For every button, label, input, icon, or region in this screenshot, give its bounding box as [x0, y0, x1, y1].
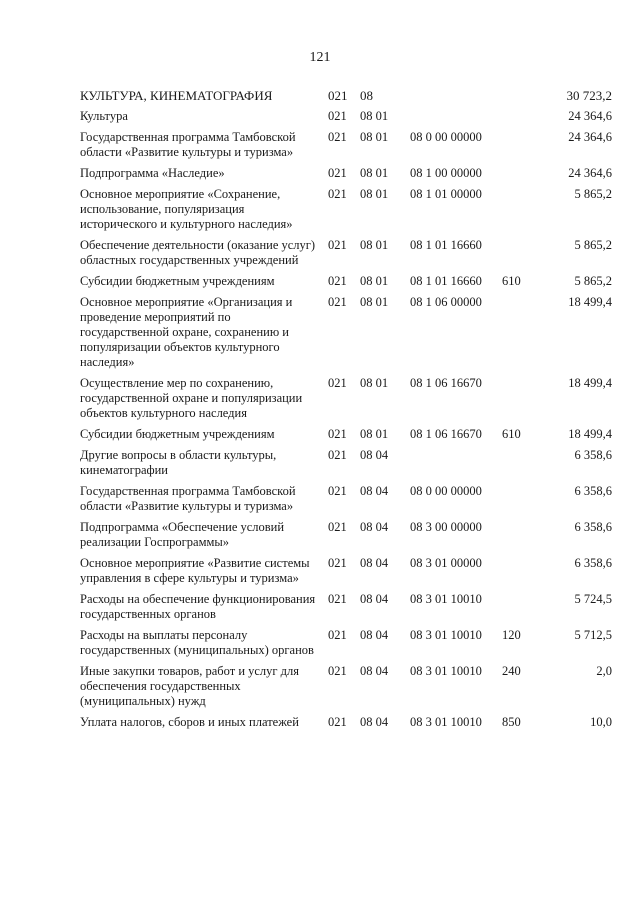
row-expense-type: [502, 187, 542, 238]
row-ministry-code: 021: [328, 556, 347, 570]
row-name: Обеспечение деятельности (оказание услуг) областных государственных учреждений: [80, 238, 316, 267]
row-section-code: 08: [360, 88, 373, 103]
row-amount: 24 364,6: [568, 130, 612, 144]
row-target-article: 08 1 01 00000: [410, 187, 482, 201]
row-amount: 6 358,6: [574, 520, 612, 534]
table-row: [80, 628, 612, 664]
row-ministry-code: 021: [328, 376, 347, 390]
row-ministry-code: 021: [328, 448, 347, 462]
row-target-article: 08 1 06 16670: [410, 427, 482, 441]
row-name: Субсидии бюджетным учреждениям: [80, 427, 275, 441]
table-row: [80, 376, 612, 427]
row-amount: 5 865,2: [574, 274, 612, 288]
row-target-article: 08 3 01 10010: [410, 592, 482, 606]
table-row: [80, 187, 612, 238]
row-target-article: 08 1 06 16670: [410, 376, 482, 390]
row-target-article: [410, 109, 502, 130]
row-amount: 6 358,6: [574, 484, 612, 498]
row-name: Основное мероприятие «Организация и проведение мероприятий по государственной охране, сохранению и популяризации объектов культурного наследия»: [80, 295, 293, 369]
row-amount: 18 499,4: [568, 295, 612, 309]
row-expense-type: 610: [502, 427, 521, 441]
row-ministry-code: 021: [328, 592, 347, 606]
row-ministry-code: 021: [328, 295, 347, 309]
row-section-code: 08 04: [360, 484, 389, 498]
row-expense-type: 850: [502, 715, 521, 729]
row-name: Уплата налогов, сборов и иных платежей: [80, 715, 299, 729]
row-name: Расходы на обеспечение функционирования государственных органов: [80, 592, 316, 621]
row-expense-type: 120: [502, 628, 521, 642]
row-expense-type: [502, 295, 542, 376]
row-ministry-code: 021: [328, 484, 347, 498]
table-row: [80, 274, 612, 295]
row-name: Другие вопросы в области культуры, кинематографии: [80, 448, 277, 477]
budget-table-body: [80, 88, 612, 736]
row-section-code: 08 01: [360, 295, 389, 309]
row-amount: 5 865,2: [574, 238, 612, 252]
row-target-article: [410, 448, 502, 484]
table-row: [80, 88, 612, 109]
table-row: [80, 715, 612, 736]
row-section-code: 08 01: [360, 187, 389, 201]
table-row: [80, 238, 612, 274]
row-section-code: 08 01: [360, 274, 389, 288]
table-row: [80, 484, 612, 520]
row-name: Субсидии бюджетным учреждениям: [80, 274, 275, 288]
table-row: [80, 130, 612, 166]
row-expense-type: [502, 556, 542, 592]
row-expense-type: 240: [502, 664, 521, 678]
row-ministry-code: 021: [328, 238, 347, 252]
row-expense-type: [502, 520, 542, 556]
row-ministry-code: 021: [328, 664, 347, 678]
row-amount: 18 499,4: [568, 427, 612, 441]
row-target-article: 08 3 01 10010: [410, 628, 482, 642]
row-section-code: 08 01: [360, 238, 389, 252]
table-row: [80, 166, 612, 187]
row-target-article: 08 1 01 16660: [410, 274, 482, 288]
row-section-code: 08 01: [360, 109, 389, 123]
row-expense-type: [502, 166, 542, 187]
row-expense-type: [502, 448, 542, 484]
row-target-article: 08 3 00 00000: [410, 520, 482, 534]
row-amount: 10,0: [590, 715, 612, 729]
table-row: [80, 295, 612, 376]
row-ministry-code: 021: [328, 187, 347, 201]
row-expense-type: [502, 592, 542, 628]
row-ministry-code: 021: [328, 520, 347, 534]
row-name: Иные закупки товаров, работ и услуг для обеспечения государственных (муниципальных) нужд: [80, 664, 300, 708]
row-target-article: [410, 88, 502, 109]
row-amount: 6 358,6: [574, 556, 612, 570]
row-section-code: 08 01: [360, 376, 389, 390]
table-row: [80, 109, 612, 130]
row-target-article: 08 1 06 00000: [410, 295, 482, 309]
row-expense-type: [502, 484, 542, 520]
row-name: Подпрограмма «Наследие»: [80, 166, 225, 180]
row-section-code: 08 01: [360, 166, 389, 180]
row-section-code: 08 04: [360, 664, 389, 678]
row-expense-type: [502, 109, 542, 130]
row-target-article: 08 3 01 00000: [410, 556, 482, 570]
table-row: [80, 448, 612, 484]
row-amount: 5 712,5: [574, 628, 612, 642]
row-section-code: 08 01: [360, 427, 389, 441]
row-target-article: 08 0 00 00000: [410, 130, 482, 144]
row-target-article: 08 3 01 10010: [410, 664, 482, 678]
row-name: КУЛЬТУРА, КИНЕМАТОГРАФИЯ: [80, 88, 273, 103]
row-section-code: 08 04: [360, 556, 389, 570]
row-ministry-code: 021: [328, 166, 347, 180]
row-name: Основное мероприятие «Развитие системы управления в сфере культуры и туризма»: [80, 556, 310, 585]
row-amount: 5 724,5: [574, 592, 612, 606]
row-target-article: 08 1 00 00000: [410, 166, 482, 180]
row-ministry-code: 021: [328, 109, 347, 123]
row-amount: 18 499,4: [568, 376, 612, 390]
row-section-code: 08 04: [360, 628, 389, 642]
row-amount: 5 865,2: [574, 187, 612, 201]
table-row: [80, 664, 612, 715]
table-row: [80, 556, 612, 592]
table-row: [80, 592, 612, 628]
row-name: Государственная программа Тамбовской области «Развитие культуры и туризма»: [80, 130, 296, 159]
row-expense-type: [502, 376, 542, 427]
row-amount: 24 364,6: [568, 166, 612, 180]
row-amount: 6 358,6: [574, 448, 612, 462]
table-row: [80, 427, 612, 448]
row-section-code: 08 04: [360, 592, 389, 606]
row-section-code: 08 04: [360, 520, 389, 534]
table-row: [80, 520, 612, 556]
page-number: 121: [309, 50, 331, 65]
row-section-code: 08 01: [360, 130, 389, 144]
row-ministry-code: 021: [328, 628, 347, 642]
row-ministry-code: 021: [328, 427, 347, 441]
row-name: Основное мероприятие «Сохранение, использование, популяризация исторического и культурного наследия»: [80, 187, 293, 231]
row-name: Культура: [80, 109, 128, 123]
row-amount: 30 723,2: [566, 88, 612, 103]
row-target-article: 08 1 01 16660: [410, 238, 482, 252]
row-name: Осуществление мер по сохранению, государственной охране и популяризации объектов культурного наследия: [80, 376, 303, 420]
row-name: Расходы на выплаты персоналу государственных (муниципальных) органов: [80, 628, 314, 657]
row-ministry-code: 021: [328, 130, 347, 144]
row-ministry-code: 021: [328, 715, 347, 729]
row-amount: 2,0: [596, 664, 612, 678]
row-ministry-code: 021: [328, 88, 348, 103]
row-section-code: 08 04: [360, 715, 389, 729]
row-name: Государственная программа Тамбовской области «Развитие культуры и туризма»: [80, 484, 296, 513]
row-expense-type: 610: [502, 274, 521, 288]
row-target-article: 08 0 00 00000: [410, 484, 482, 498]
row-target-article: 08 3 01 10010: [410, 715, 482, 729]
budget-table: [80, 88, 612, 736]
row-section-code: 08 04: [360, 448, 389, 462]
row-expense-type: [502, 88, 542, 109]
row-expense-type: [502, 130, 542, 166]
row-expense-type: [502, 238, 542, 274]
row-name: Подпрограмма «Обеспечение условий реализации Госпрограммы»: [80, 520, 285, 549]
row-ministry-code: 021: [328, 274, 347, 288]
row-amount: 24 364,6: [568, 109, 612, 123]
